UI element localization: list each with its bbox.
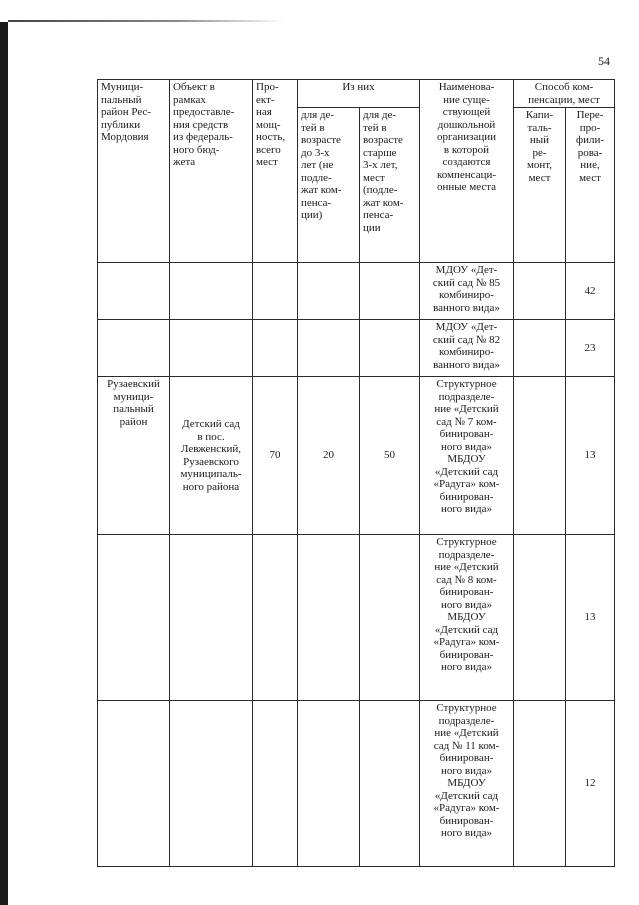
cell-text-line: ре-: [532, 146, 547, 159]
cell-text-line: бинирован-: [439, 490, 494, 503]
table-row: [98, 263, 615, 320]
cell-district: [98, 320, 170, 377]
cell-district: [98, 701, 170, 867]
cell-text-line: тей в: [363, 121, 387, 134]
cell-text-line: в которой: [443, 143, 490, 156]
cell-text-line: «Детский сад: [434, 465, 499, 478]
cell-text-line: Рузаевского: [183, 455, 239, 468]
cell-organization: [420, 535, 514, 701]
cell-organization: [420, 263, 514, 320]
cell-text-line: создаются: [442, 156, 491, 168]
cell-object: [170, 701, 253, 867]
cell-text-line: мощ-: [256, 118, 281, 131]
cell-text-line: рамках: [173, 93, 206, 106]
cell-text-line: онные места: [436, 181, 497, 193]
cell-text-line: Способ ком-: [534, 81, 594, 93]
cell-text-line: МДОУ «Дет-: [435, 321, 498, 333]
cell-text-line: ние «Детский: [434, 403, 499, 415]
cell-under-3: [298, 320, 360, 377]
cell-text-line: для де-: [363, 109, 397, 121]
cell-reprofile: 13: [566, 377, 615, 535]
cell-text-line: «Радуга» ком-: [433, 478, 500, 490]
cell-text-line: предоставле-: [173, 106, 235, 118]
cell-text-line: ствующей: [442, 106, 491, 118]
page-number: 54: [598, 54, 610, 68]
cell-text-line: ного вида»: [441, 764, 492, 777]
cell-text-line: ного вида»: [441, 827, 492, 839]
cell-under-3: [298, 535, 360, 701]
cell-text-line: жат ком-: [363, 196, 404, 209]
cell-over-3: [360, 701, 420, 867]
cell-text-line: Детский сад: [182, 418, 240, 430]
cell-text-line: пальный: [113, 403, 154, 415]
cell-text-line: в пос.: [197, 430, 225, 443]
cell-text-line: Рузаевский: [107, 378, 160, 390]
cell-text-line: публики: [101, 118, 141, 131]
cell-text-line: организации: [436, 131, 497, 143]
scan-left-edge: [0, 22, 8, 905]
cell-capital-repair: [514, 535, 566, 701]
cell-text-line: Мордовия: [101, 131, 149, 143]
header-under-3: [298, 108, 360, 263]
cell-reprofile: 23: [566, 320, 615, 377]
cell-text-line: ции: [363, 221, 381, 234]
cell-over-3: [360, 535, 420, 701]
cell-text-line: МБДОУ: [447, 611, 486, 623]
cell-text-line: ного вида»: [441, 503, 492, 515]
cell-text-line: «Детский сад: [434, 623, 499, 636]
cell-text-line: муниципаль-: [180, 468, 242, 480]
cell-text-line: ного бюд-: [173, 143, 220, 156]
cell-text-line: сад № 11 ком-: [433, 739, 500, 752]
cell-text-line: подразделе-: [438, 390, 495, 403]
cell-text-line: район Рес-: [101, 106, 152, 118]
cell-under-3: 20: [298, 377, 360, 535]
header-over-3: [360, 108, 420, 263]
cell-text-line: «Детский сад: [434, 789, 499, 802]
cell-organization: [420, 377, 514, 535]
cell-text-line: сад № 8 ком-: [436, 573, 497, 586]
cell-capacity: [253, 263, 298, 320]
cell-text-line: бинирован-: [439, 752, 494, 764]
cell-capacity: [253, 701, 298, 867]
cell-text-line: Объект в: [173, 81, 215, 93]
cell-text-line: ного вида»: [441, 440, 492, 453]
table-row: [98, 320, 615, 377]
cell-text-line: старше: [363, 146, 397, 159]
cell-text-line: всего: [256, 143, 281, 156]
cell-text-line: до 3-х: [301, 146, 330, 159]
cell-text-line: «Радуга» ком-: [433, 636, 500, 648]
scan-top-edge: [8, 20, 286, 22]
cell-text-line: Пере-: [576, 109, 604, 121]
cell-over-3: [360, 320, 420, 377]
cell-text-line: ции): [301, 209, 323, 221]
cell-text-line: Наименова-: [438, 81, 495, 93]
cell-text-line: Муници-: [101, 81, 144, 93]
cell-text-line: пенсации, мест: [528, 93, 600, 106]
cell-text-line: ванного вида»: [433, 301, 500, 314]
header-method: [514, 80, 615, 108]
cell-text-line: для де-: [301, 109, 335, 121]
cell-text-line: ект-: [256, 93, 275, 106]
cell-text-line: жат ком-: [301, 184, 342, 196]
cell-text-line: возрасте: [301, 134, 341, 146]
cell-text-line: мест: [256, 156, 278, 168]
header-of-them: Из них: [298, 80, 420, 108]
cell-organization: [420, 701, 514, 867]
cell-text-line: ного района: [182, 480, 240, 493]
cell-district: [98, 535, 170, 701]
cell-text-line: дошкольной: [437, 118, 496, 131]
cell-text-line: Левженский,: [180, 443, 242, 455]
cell-text-line: ние суще-: [443, 93, 490, 106]
header-reprofile: [566, 108, 615, 263]
cell-text-line: мест: [579, 171, 601, 184]
cell-reprofile: 42: [566, 263, 615, 320]
cell-text-line: ние «Детский: [434, 561, 499, 573]
cell-text-line: ния средств: [173, 118, 229, 131]
cell-text-line: бинирован-: [439, 586, 494, 598]
header-capital-repair: [514, 108, 566, 263]
compensation-table: [97, 79, 615, 867]
header-object: [170, 80, 253, 263]
cell-text-line: мест: [363, 171, 385, 184]
cell-object: [170, 377, 253, 535]
cell-object: [170, 263, 253, 320]
cell-text-line: Структурное: [436, 702, 497, 714]
cell-text-line: ная: [256, 106, 272, 118]
cell-text-line: (подле-: [363, 184, 398, 196]
cell-text-line: лет (не: [301, 159, 334, 171]
cell-text-line: про-: [579, 121, 601, 134]
cell-object: [170, 535, 253, 701]
cell-text-line: муници-: [113, 390, 154, 403]
cell-text-line: возрасте: [363, 134, 403, 146]
cell-text-line: ный: [529, 134, 550, 146]
cell-text-line: Структурное: [436, 378, 497, 390]
cell-text-line: пенса-: [363, 209, 394, 221]
cell-text-line: МДОУ «Дет-: [435, 264, 498, 276]
cell-text-line: из федераль-: [173, 131, 233, 143]
cell-text-line: бинирован-: [439, 428, 494, 440]
cell-text-line: бинирован-: [439, 648, 494, 661]
cell-district: [98, 377, 170, 535]
cell-text-line: ность,: [256, 131, 286, 143]
cell-reprofile: 12: [566, 701, 615, 867]
cell-text-line: Структурное: [436, 536, 497, 548]
cell-text-line: рова-: [577, 146, 603, 159]
cell-text-line: ванного вида»: [433, 358, 500, 371]
cell-text-line: ного вида»: [441, 598, 492, 611]
cell-text-line: ский сад № 82: [432, 333, 501, 346]
cell-capacity: [253, 320, 298, 377]
cell-text-line: Про-: [256, 81, 279, 93]
cell-text-line: монт,: [526, 159, 553, 171]
cell-over-3: [360, 263, 420, 320]
cell-district: [98, 263, 170, 320]
cell-text-line: ного вида»: [441, 661, 492, 673]
cell-under-3: [298, 701, 360, 867]
cell-text-line: комбиниро-: [439, 346, 494, 358]
cell-reprofile: 13: [566, 535, 615, 701]
cell-text-line: пальный: [101, 93, 142, 106]
cell-capacity: [253, 535, 298, 701]
cell-under-3: [298, 263, 360, 320]
cell-text-line: ние,: [580, 159, 600, 171]
cell-text-line: сад № 7 ком-: [436, 415, 497, 428]
cell-text-line: МБДОУ: [447, 777, 486, 789]
cell-over-3: 50: [360, 377, 420, 535]
cell-text-line: компенсаци-: [436, 168, 497, 181]
cell-text-line: ние «Детский: [434, 727, 499, 739]
cell-text-line: «Радуга» ком-: [433, 802, 500, 814]
header-capacity: [253, 80, 298, 263]
cell-text-line: пенса-: [301, 196, 332, 209]
cell-text-line: мест: [528, 171, 551, 184]
cell-text-line: подразделе-: [438, 714, 495, 727]
cell-text-line: комбиниро-: [439, 289, 494, 301]
cell-text-line: фили-: [575, 134, 605, 146]
cell-capacity: 70: [253, 377, 298, 535]
cell-capital-repair: [514, 377, 566, 535]
cell-text-line: МБДОУ: [447, 453, 486, 465]
cell-object: [170, 320, 253, 377]
cell-text-line: тей в: [301, 121, 325, 134]
table-row: [98, 701, 615, 867]
cell-capital-repair: [514, 701, 566, 867]
cell-text-line: ский сад № 85: [432, 276, 501, 289]
table-row: [98, 377, 615, 535]
cell-text-line: 3-х лет,: [363, 159, 398, 171]
header-organization: [420, 80, 514, 263]
cell-text-line: жета: [173, 156, 196, 168]
cell-capital-repair: [514, 263, 566, 320]
cell-text-line: бинирован-: [439, 814, 494, 827]
header-district: [98, 80, 170, 263]
cell-capital-repair: [514, 320, 566, 377]
cell-text-line: район: [119, 415, 148, 428]
cell-text-line: подле-: [301, 171, 332, 184]
cell-organization: [420, 320, 514, 377]
cell-text-line: подразделе-: [438, 548, 495, 561]
cell-text-line: таль-: [527, 121, 552, 134]
cell-text-line: Капи-: [525, 109, 554, 121]
table-row: [98, 535, 615, 701]
